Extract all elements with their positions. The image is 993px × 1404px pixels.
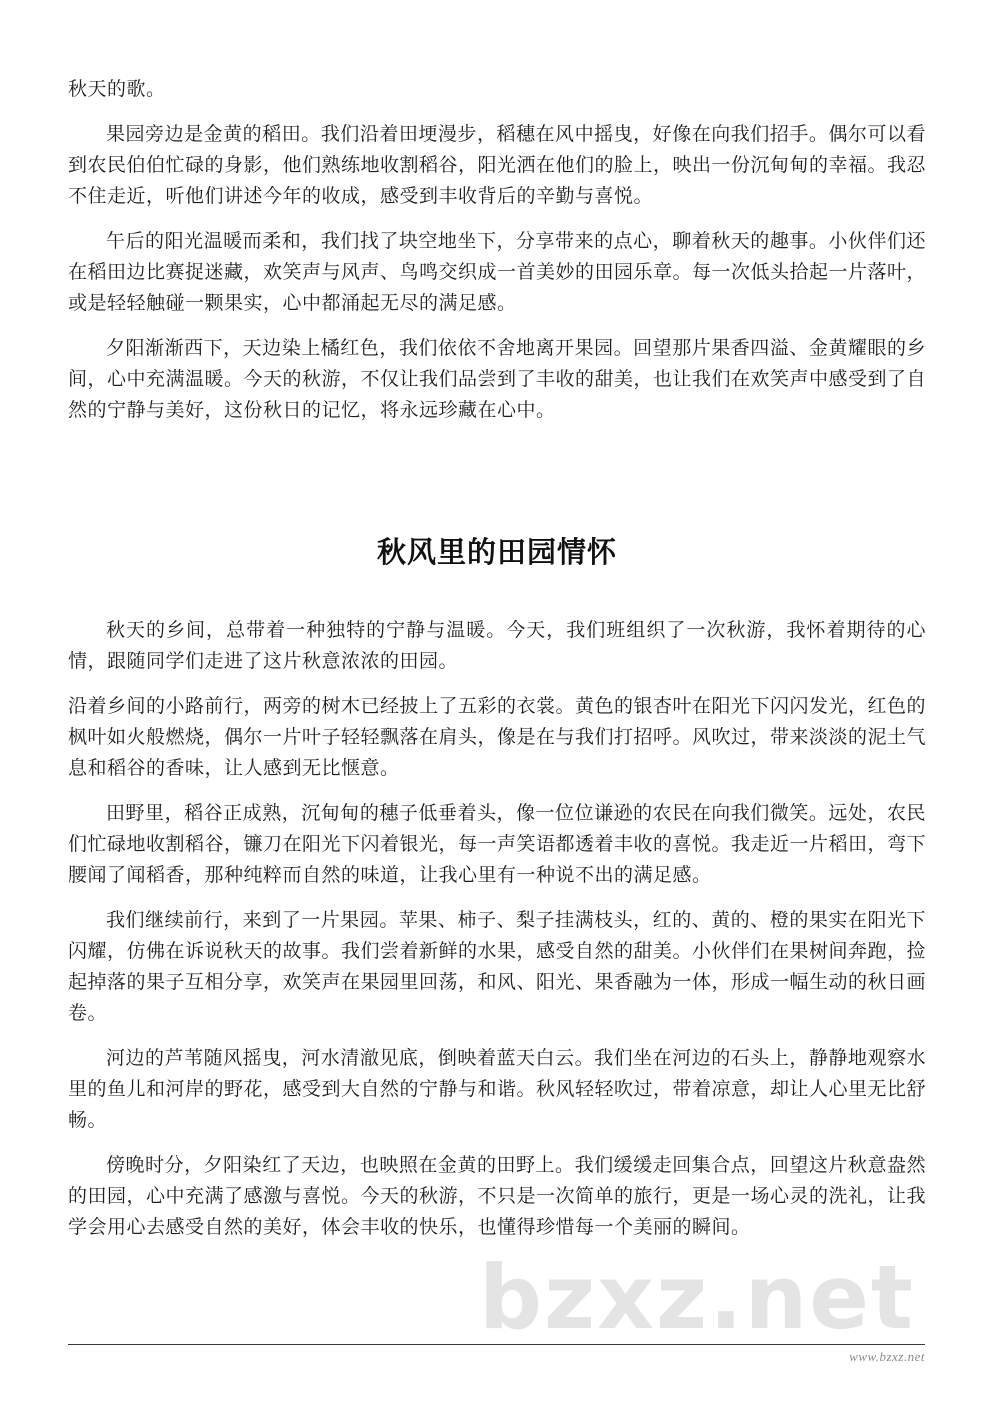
essay-paragraph: 河边的芦苇随风摇曳，河水清澈见底，倒映着蓝天白云。我们坐在河边的石头上，静静地观察水里的鱼儿和河岸的野花，感受到大自然的宁静与和谐。秋风轻轻吹过，带着凉意，却让人心里无比舒畅。 (68, 1048, 927, 1131)
document-page (68, 0, 926, 1404)
continuation-paragraph: 夕阳渐渐西下，天边染上橘红色，我们依依不舍地离开果园。回望那片果香四溢、金黄耀眼的乡间，心中充满温暖。今天的秋游，不仅让我们品尝到了丰收的甜美，也让我们在欢笑声中感受到了自然的宁静与美好，这份秋日的记忆，将永远珍藏在心中。 (68, 338, 927, 421)
page-footer (68, 1344, 925, 1366)
essay-paragraph: 沿着乡间的小路前行，两旁的树木已经披上了五彩的衣裳。黄色的银杏叶在阳光下闪闪发光，红色的枫叶如火般燃烧，偶尔一片叶子轻轻飘落在肩头，像是在与我们打招呼。风吹过，带来淡淡的泥土气息和稻谷的香味，让人感到无比惬意。 (68, 696, 927, 779)
page-body (68, 0, 926, 1243)
essay-title: 秋风里的田园情怀 (376, 537, 617, 569)
continuation-paragraph: 午后的阳光温暖而柔和，我们找了块空地坐下，分享带来的点心，聊着秋天的趣事。小伙伴们还在稻田边比赛捉迷藏，欢笑声与风声、鸟鸣交织成一首美妙的田园乐章。每一次低头拾起一片落叶，或是轻轻触碰一颗果实，心中都涌起无尽的满足感。 (68, 231, 927, 314)
continuation-paragraph: 果园旁边是金黄的稻田。我们沿着田埂漫步，稻穗在风中摇曳，好像在向我们招手。偶尔可以看到农民伯伯忙碌的身影，他们熟练地收割稻谷，阳光洒在他们的脸上，映出一份沉甸甸的幸福。我忍不住走近，听他们讲述今年的收成，感受到丰收背后的辛勤与喜悦。 (68, 124, 927, 207)
essay-paragraph: 田野里，稻谷正成熟，沉甸甸的穗子低垂着头，像一位位谦逊的农民在向我们微笑。远处，农民们忙碌地收割稻谷，镰刀在阳光下闪着银光，每一声笑语都透着丰收的喜悦。我走近一片稻田，弯下腰闻了闻稻香，那种纯粹而自然的味道，让我心里有一种说不出的满足感。 (68, 803, 927, 886)
footer-site-url: www.bzxz.net (849, 1349, 925, 1364)
site-watermark: bzxz.net (478, 1246, 915, 1349)
essay-paragraph: 秋天的乡间，总带着一种独特的宁静与温暖。今天，我们班组织了一次秋游，我怀着期待的心情，跟随同学们走进了这片秋意浓浓的田园。 (68, 620, 926, 672)
essay-paragraph: 我们继续前行，来到了一片果园。苹果、柿子、梨子挂满枝头，红的、黄的、橙的果实在阳光下闪耀，仿佛在诉说秋天的故事。我们尝着新鲜的水果，感受自然的甜美。小伙伴们在果树间奔跑，捡起掉落的果子互相分享，欢笑声在果园里回荡，和风、阳光、果香融为一体，形成一幅生动的秋日画卷。 (68, 910, 927, 1024)
essay-paragraph: 傍晚时分，夕阳染红了天边，也映照在金黄的田野上。我们缓缓走回集合点，回望这片秋意盎然的田园，心中充满了感激与喜悦。今天的秋游，不只是一次简单的旅行，更是一场心灵的洗礼，让我学会用心去感受自然的美好，体会丰收的快乐，也懂得珍惜每一个美丽的瞬间。 (68, 1155, 927, 1238)
continuation-closing-line: 秋天的歌。 (68, 79, 166, 100)
